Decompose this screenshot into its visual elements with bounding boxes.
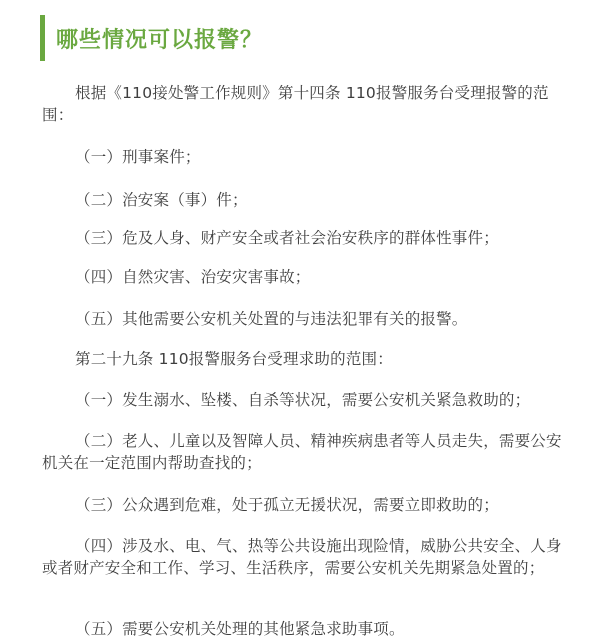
- help-item-5: （五）需要公安机关处理的其他紧急求助事项。: [75, 620, 405, 638]
- help-item-1: （一）发生溺水、坠楼、自杀等状况，需要公安机关紧急救助的；: [75, 391, 531, 409]
- heading-accent-bar: [40, 15, 45, 61]
- section-heading: [40, 15, 263, 61]
- help-item-2: （二）老人、儿童以及智障人员、精神疾病患者等人员走失，需要公安机关在一定范围内帮助查找的；: [42, 432, 562, 472]
- help-item-4: （四）涉及水、电、气、热等公共设施出现险情，威胁公共安全、人身或者财产安全和工作、学习、生活秩序，需要公安机关先期紧急处置的；: [42, 537, 562, 577]
- report-item-5: （五）其他需要公安机关处置的与违法犯罪有关的报警。: [75, 310, 468, 328]
- report-item-2: （二）治安案（事）件；: [75, 191, 248, 209]
- report-item-1: （一）刑事案件；: [75, 148, 201, 166]
- heading-title: 哪些情况可以报警？: [56, 27, 264, 53]
- report-item-4: （四）自然灾害、治安灾害事故；: [75, 268, 311, 286]
- report-item-3: （三）危及人身、财产安全或者社会治安秩序的群体性事件；: [75, 229, 499, 247]
- help-intro-paragraph: 第二十九条 110报警服务台受理求助的范围：: [75, 350, 393, 368]
- help-item-3: （三）公众遇到危难，处于孤立无援状况，需要立即救助的；: [75, 496, 499, 514]
- intro-paragraph: 根据《110接处警工作规则》第十四条 110报警服务台受理报警的范围：: [42, 84, 549, 124]
